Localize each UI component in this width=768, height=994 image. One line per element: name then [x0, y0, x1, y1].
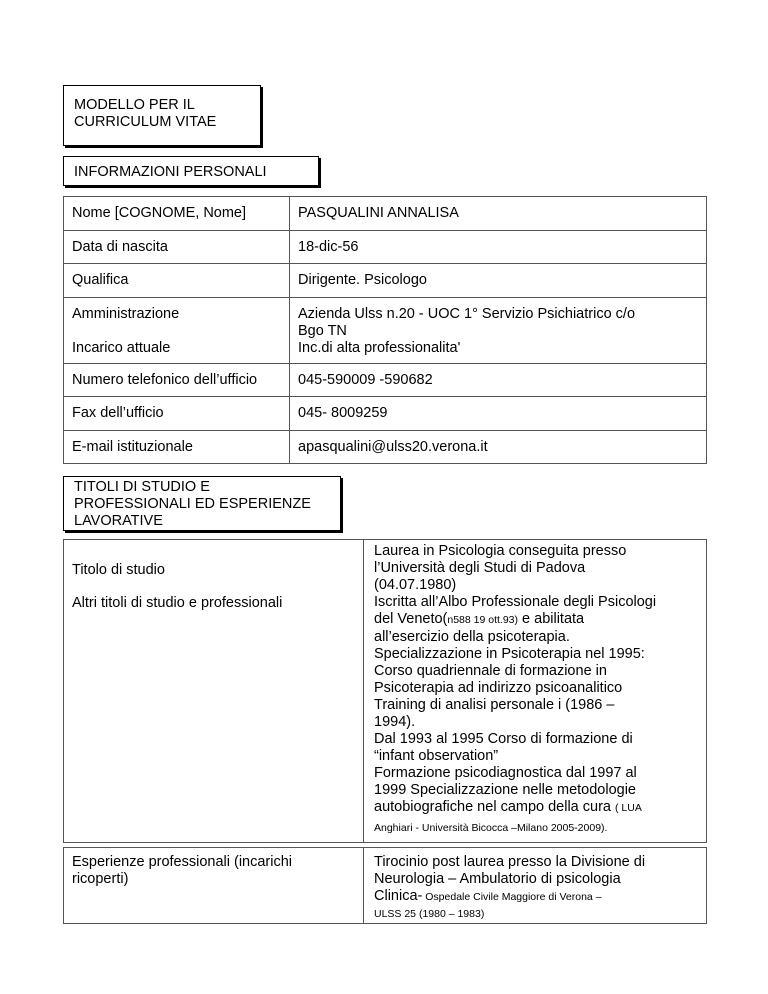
experience-label-line1: Esperienze professionali (incarichi — [72, 854, 293, 870]
titles-heading-line2: PROFESSIONALI ED ESPERIENZE — [74, 496, 311, 512]
table-row — [64, 848, 707, 924]
administration-value-line2: Bgo TN — [298, 323, 347, 339]
table-row — [64, 397, 707, 431]
studies-table — [63, 539, 707, 843]
experience-value-cell — [364, 848, 707, 924]
studies-values-cell — [364, 540, 707, 843]
row-label-fax: Fax dell’ufficio — [64, 397, 290, 431]
studies-line: Dal 1993 al 1995 Corso di formazione di — [374, 731, 633, 747]
studies-line: Formazione psicodiagnostica dal 1997 al — [374, 765, 637, 781]
register-text: del Veneto( — [374, 611, 448, 627]
row-label-phone: Numero telefonico dell’ufficio — [64, 364, 290, 397]
table-row — [64, 197, 707, 231]
current-role-label: Incarico attuale — [72, 340, 171, 356]
studies-line: “infant observation” — [374, 748, 499, 764]
row-label-qualification: Qualifica — [64, 264, 290, 298]
studies-line: all’esercizio della psicoterapia. — [374, 629, 570, 645]
row-value-name: PASQUALINI ANNALISA — [290, 197, 707, 231]
table-row — [64, 540, 707, 843]
experience-line — [374, 888, 698, 906]
studies-line: Training di analisi personale i (1986 – — [374, 697, 615, 713]
row-label-birthdate: Data di nascita — [64, 231, 290, 264]
row-value-email: apasqualini@ulss20.verona.it — [290, 431, 707, 464]
experience-line: ULSS 25 (1980 – 1983) — [374, 908, 485, 920]
personal-info-table — [63, 196, 707, 464]
administration-value-line1: Azienda Ulss n.20 - UOC 1° Servizio Psichiatrico c/o — [298, 306, 636, 322]
cv-model-header-line2: CURRICULUM VITAE — [74, 114, 217, 130]
row-value-administration — [290, 298, 707, 364]
clinic-text: Clinica- — [374, 888, 423, 904]
register-text-end: e abilitata — [518, 611, 585, 627]
experience-label-line2: ricoperti) — [72, 871, 129, 887]
studies-line: 1999 Specializzazione nelle metodologie — [374, 782, 636, 798]
studies-line: Psicoterapia ad indirizzo psicoanalitico — [374, 680, 623, 696]
register-number: n588 19 ott.93) — [447, 614, 519, 626]
administration-label: Amministrazione — [72, 306, 180, 322]
row-value-fax: 045- 8009259 — [290, 397, 707, 431]
lua-text: ( LUA — [615, 802, 642, 814]
titles-heading-box — [63, 476, 341, 531]
studies-line: Laurea in Psicologia conseguita presso — [374, 543, 627, 559]
row-label-email: E-mail istituzionale — [64, 431, 290, 464]
table-row — [64, 364, 707, 397]
studies-labels-cell — [64, 540, 364, 843]
studies-line: 1994). — [374, 714, 416, 730]
experience-line: Tirocinio post laurea presso la Divisione di — [374, 854, 646, 870]
experience-table — [63, 847, 707, 924]
other-titles-label: Altri titoli di studio e professionali — [72, 595, 283, 611]
row-label-name: Nome [COGNOME, Nome] — [64, 197, 290, 231]
experience-label-cell — [64, 848, 364, 924]
studies-line: Specializzazione in Psicoterapia nel 1995: — [374, 646, 645, 662]
cv-model-header-box — [63, 85, 261, 146]
hospital-text: Ospedale Civile Maggiore di Verona – — [422, 891, 602, 903]
experience-line: Neurologia – Ambulatorio di psicologia — [374, 871, 621, 887]
autobiographic-text: autobiografiche nel campo della cura — [374, 799, 616, 815]
studies-line: (04.07.1980) — [374, 577, 457, 593]
studies-line: Anghiari - Università Bicocca –Milano 2005-2009). — [374, 822, 608, 834]
studies-line — [374, 611, 698, 629]
studies-line: Iscritta all’Albo Professionale degli Psicologi — [374, 594, 657, 610]
studies-line — [374, 799, 698, 817]
titles-heading-line1: TITOLI DI STUDIO E — [74, 479, 210, 495]
personal-info-heading-box — [63, 156, 319, 186]
row-value-phone: 045-590009 -590682 — [290, 364, 707, 397]
cv-model-header-line1: MODELLO PER IL — [74, 97, 195, 113]
table-row — [64, 298, 707, 364]
studies-line: Corso quadriennale di formazione in — [374, 663, 607, 679]
row-value-birthdate: 18-dic-56 — [290, 231, 707, 264]
table-row — [64, 231, 707, 264]
table-row — [64, 431, 707, 464]
study-title-label: Titolo di studio — [72, 562, 165, 578]
table-row — [64, 264, 707, 298]
current-role-value: Inc.di alta professionalita' — [298, 340, 461, 356]
personal-info-heading: INFORMAZIONI PERSONALI — [74, 164, 267, 180]
titles-heading-line3: LAVORATIVE — [74, 513, 163, 529]
studies-line: l’Università degli Studi di Padova — [374, 560, 586, 576]
row-value-qualification: Dirigente. Psicologo — [290, 264, 707, 298]
row-label-administration — [64, 298, 290, 364]
